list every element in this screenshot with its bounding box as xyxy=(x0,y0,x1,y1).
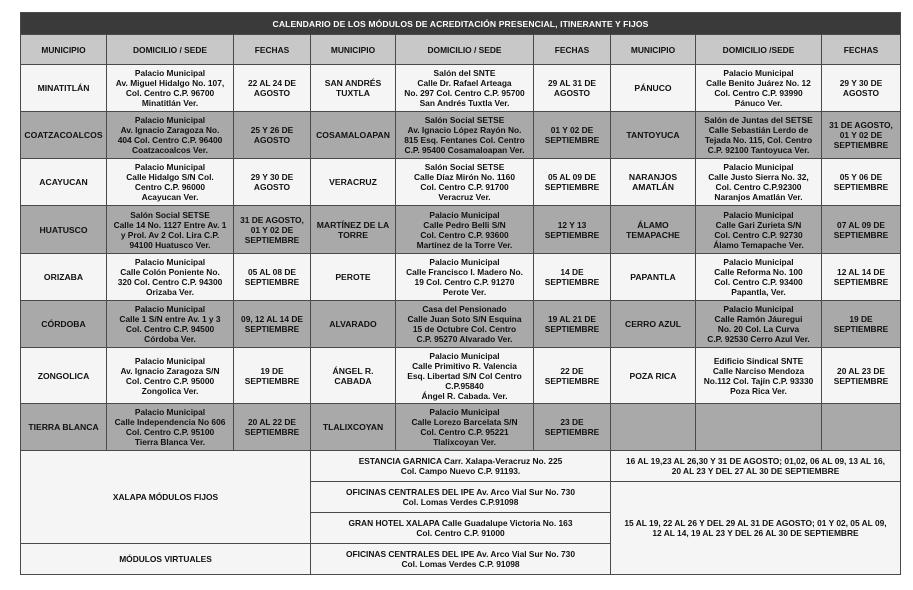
cell-line: Calle Independencia No 606 xyxy=(114,417,226,427)
fixed-sede-1: ESTANCIA GARNICA Carr. Xalapa-Veracruz No. 225 Col. Campo Nuevo C.P. 91193. xyxy=(311,451,611,482)
table-row xyxy=(21,254,901,301)
fechas-cell xyxy=(534,159,611,206)
cell-line: 19 Col. Centro C.P. 91270 xyxy=(414,277,515,287)
cell-line: Palacio Municipal xyxy=(723,304,794,314)
cell-line: AGOSTO xyxy=(842,88,880,98)
fixed-dates-1: 16 AL 19,23 AL 26,30 Y 31 DE AGOSTO; 01,02, 06 AL 09, 13 AL 16, 20 AL 23 Y DEL 27 AL 30 DE SEPTIEMBRE xyxy=(611,451,901,482)
cell-line: Calle Juan Soto S/N Esquina xyxy=(407,314,522,324)
domicilio-cell xyxy=(696,65,822,112)
cell-line: Col. Centro C.P. 95221 xyxy=(420,427,509,437)
cell-line: COATZACOALCOS xyxy=(24,130,103,140)
municipio-cell xyxy=(611,112,696,159)
header-fechas: FECHAS xyxy=(534,35,611,65)
fixed-dates-2: 15 AL 19, 22 AL 26 Y DEL 29 AL 31 DE AGOSTO; 01 Y 02, 05 AL 09, 12 AL 14, 19 AL 23 Y DEL 26 AL 30 DE SEPTIEMBRE xyxy=(611,482,901,575)
cell-line: AMATLÁN xyxy=(632,182,674,192)
cell-line: Calle Dr. Rafael Arteaga xyxy=(417,78,512,88)
domicilio-cell xyxy=(107,348,234,404)
cell-line: 22 AL 24 DE xyxy=(248,78,296,88)
cell-line: Calle Díaz Mirón No. 1160 xyxy=(414,172,515,182)
table-row xyxy=(21,206,901,254)
fechas-cell xyxy=(234,159,311,206)
cell-line: C.P. 95400 Cosamaloapan Ver. xyxy=(404,145,525,155)
cell-line: Poza Rica Ver. xyxy=(730,385,787,396)
cell-line: SEPTIEMBRE xyxy=(544,277,600,287)
domicilio-cell xyxy=(696,112,822,159)
cell-line: TIERRA BLANCA xyxy=(28,422,99,432)
cell-line: Esq. Libertad S/N Col Centro xyxy=(407,370,522,381)
municipio-cell xyxy=(311,254,396,301)
table-row xyxy=(21,159,901,206)
cell-line: Col. Centro C.P. 93600 xyxy=(420,229,509,240)
cell-line: 25 Y 26 DE xyxy=(250,125,294,135)
cell-line: 29 Y 30 DE xyxy=(839,78,883,88)
cell-line: y Prol. Av 2 Col. Lira C.P. xyxy=(120,229,220,240)
fechas-cell xyxy=(234,65,311,112)
municipio-cell xyxy=(611,348,696,404)
municipio-cell xyxy=(21,206,107,254)
cell-line: Salón de Juntas del SETSE xyxy=(704,115,813,125)
cell-line: Col. Centro C.P. 95000 xyxy=(125,375,215,386)
cell-line: Av. Miguel Hidalgo No. 107, xyxy=(115,78,225,88)
cell-line: AGOSTO xyxy=(253,135,291,145)
cell-line: Col. Centro C.P. 92730 xyxy=(714,229,803,240)
cell-line: C.P. 92530 Cerro Azul Ver. xyxy=(707,334,810,344)
cell-line: Palacio Municipal xyxy=(723,209,794,220)
cell-line: AGOSTO xyxy=(253,88,291,98)
table-row xyxy=(21,348,901,404)
fechas-cell xyxy=(822,206,901,254)
fechas-cell xyxy=(534,112,611,159)
cell-line: Calle 1 S/N entre Av. 1 y 3 xyxy=(119,314,221,324)
header-domicilio: DOMICILIO / SEDE xyxy=(107,35,234,65)
fechas-cell xyxy=(822,112,901,159)
cell-line: Palacio Municipal xyxy=(134,304,206,314)
table-row xyxy=(21,65,901,112)
cell-line: Salón del SNTE xyxy=(433,68,496,78)
cell-line: No. 297 Col. Centro C.P. 95700 xyxy=(404,88,525,98)
cell-line: 29 AL 31 DE xyxy=(548,78,596,88)
cell-line: Acayucan Ver. xyxy=(141,192,199,202)
cell-line: Palacio Municipal xyxy=(134,257,206,267)
municipio-cell xyxy=(311,404,396,451)
cell-line: SEPTIEMBRE xyxy=(544,135,600,145)
fechas-cell xyxy=(534,301,611,348)
header-domicilio: DOMICILIO / SEDE xyxy=(396,35,534,65)
municipio-cell xyxy=(311,112,396,159)
fixed-sede-3: GRAN HOTEL XALAPA Calle Guadalupe Victoria No. 163 Col. Centro C.P. 91000 xyxy=(311,513,611,544)
domicilio-cell xyxy=(396,348,534,404)
cell-line: SEPTIEMBRE xyxy=(544,182,600,192)
cell-line: TLALIXCOYAN xyxy=(322,422,384,432)
cell-line: 20 AL 23 DE xyxy=(837,365,885,376)
domicilio-cell xyxy=(107,112,234,159)
cell-line: Palacio Municipal xyxy=(134,162,206,172)
cell-line: CERRO AZUL xyxy=(624,319,681,329)
cell-line: Calle Reforma No. 100 xyxy=(714,267,803,277)
cell-line: San Andrés Tuxtla Ver. xyxy=(419,98,510,108)
cell-line: COSAMALOAPAN xyxy=(316,130,390,140)
cell-line: VERACRUZ xyxy=(329,177,377,187)
municipio-cell xyxy=(611,159,696,206)
cell-line: 01 Y 02 DE xyxy=(550,125,594,135)
fixed-modules-label: XALAPA MÓDULOS FIJOS xyxy=(21,451,311,544)
cell-line: Palacio Municipal xyxy=(429,209,500,220)
cell-line: ORIZABA xyxy=(43,272,84,282)
cell-line: 31 DE AGOSTO, xyxy=(240,214,304,225)
cell-line: SEPTIEMBRE xyxy=(544,229,600,240)
cell-line: Palacio Municipal xyxy=(134,355,206,366)
cell-line: Calle Primitivo R. Valencia xyxy=(412,360,517,371)
cell-line: 12 Y 13 xyxy=(557,219,587,230)
cell-line: AGOSTO xyxy=(553,88,591,98)
cell-line: ÁNGEL R. xyxy=(332,365,374,376)
cell-line: SEPTIEMBRE xyxy=(244,427,300,437)
cell-line: Col. Centro C.P. 93400 xyxy=(714,277,803,287)
cell-line: 01 Y 02 DE xyxy=(839,130,883,140)
cell-line: Calle Justo Sierra No. 32, xyxy=(708,172,809,182)
fechas-cell xyxy=(822,301,901,348)
cell-line: Calle Lorezo Barcelata S/N xyxy=(411,417,518,427)
municipio-cell xyxy=(311,301,396,348)
header-domicilio: DOMICILIO /SEDE xyxy=(696,35,822,65)
cell-line: SAN ANDRÉS xyxy=(324,78,382,88)
fechas-cell xyxy=(822,159,901,206)
cell-line: TEMAPACHE xyxy=(626,229,680,240)
cell-line: Álamo Temapache Ver. xyxy=(713,239,804,250)
cell-line: Minatitlán Ver. xyxy=(141,98,199,108)
header-municipio: MUNICIPIO xyxy=(611,35,696,65)
cell-line: Palacio Municipal xyxy=(429,257,500,267)
cell-line: SEPTIEMBRE xyxy=(244,375,300,386)
cell-line: SEPTIEMBRE xyxy=(833,182,889,192)
municipio-cell xyxy=(21,404,107,451)
cell-line: SEPTIEMBRE xyxy=(833,324,889,334)
fixed-modules xyxy=(21,451,901,575)
cell-line: HUATUSCO xyxy=(39,224,88,235)
cell-line: Perote Ver. xyxy=(442,287,487,297)
cell-line: TANTOYUCA xyxy=(626,130,680,140)
cell-line: Calle Pedro Belli S/N xyxy=(423,219,506,230)
cell-line: SEPTIEMBRE xyxy=(833,140,889,150)
cell-line: C.P.95840 xyxy=(445,380,484,391)
cell-line: 94100 Huatusco Ver. xyxy=(129,239,211,250)
municipio-cell xyxy=(21,254,107,301)
domicilio-cell xyxy=(396,159,534,206)
municipio-cell xyxy=(21,112,107,159)
cell-line: Col. Centro C.P. 94500 xyxy=(125,324,215,334)
table-row xyxy=(21,112,901,159)
municipio-cell xyxy=(611,254,696,301)
header-fechas: FECHAS xyxy=(822,35,901,65)
cell-line: MINATITLÁN xyxy=(37,83,90,93)
cell-line: Palacio Municipal xyxy=(429,350,500,361)
domicilio-cell xyxy=(107,404,234,451)
cell-line: Col. Centro C.P. 91700 xyxy=(420,182,509,192)
header-municipio: MUNICIPIO xyxy=(311,35,396,65)
cell-line: Calle Ramón Jáuregui xyxy=(714,314,803,324)
cell-line: Salón Social SETSE xyxy=(424,115,505,125)
cell-line: 19 DE xyxy=(260,365,284,376)
cell-line: Palacio Municipal xyxy=(134,115,206,125)
cell-line: POZA RICA xyxy=(629,370,677,381)
fechas-cell xyxy=(234,206,311,254)
municipio-cell xyxy=(611,301,696,348)
cell-line: SEPTIEMBRE xyxy=(244,277,300,287)
municipio-cell xyxy=(611,65,696,112)
cell-line: Palacio Municipal xyxy=(723,162,794,172)
cell-line: Tlalixcoyan Ver. xyxy=(433,437,496,447)
municipio-cell xyxy=(311,65,396,112)
cell-line: Casa del Pensionado xyxy=(422,304,507,314)
cell-line: 404 Col. Centro C.P. 96400 xyxy=(117,135,223,145)
cell-line: Calle Francisco I. Madero No. xyxy=(406,267,523,277)
cell-line: 05 Y 06 DE xyxy=(839,172,883,182)
cell-line: Palacio Municipal xyxy=(134,68,206,78)
cell-line: Veracruz Ver. xyxy=(438,192,491,202)
cell-line: 14 DE xyxy=(560,267,584,277)
fechas-cell xyxy=(822,65,901,112)
cell-line: Ángel R. Cabada. Ver. xyxy=(421,390,508,401)
cell-line: Av. Ignacio Zaragoza No. xyxy=(120,125,220,135)
cell-line: Salón Social SETSE xyxy=(424,162,505,172)
fechas-cell xyxy=(822,404,901,451)
cell-line: SEPTIEMBRE xyxy=(833,229,889,240)
cell-line: ACAYUCAN xyxy=(39,177,88,187)
cell-line: 19 AL 21 DE xyxy=(548,314,596,324)
cell-line: NARANJOS xyxy=(628,172,678,182)
municipio-cell xyxy=(21,159,107,206)
cell-line: SEPTIEMBRE xyxy=(244,234,300,245)
fechas-cell xyxy=(234,254,311,301)
cell-line: 20 AL 22 DE xyxy=(248,417,296,427)
cell-line: Av. Ignacio López Rayón No. xyxy=(407,125,522,135)
cell-line: SEPTIEMBRE xyxy=(833,375,889,386)
domicilio-cell xyxy=(396,301,534,348)
calendar-document xyxy=(20,12,900,575)
cell-line: Calle Gari Zurieta S/N xyxy=(715,219,802,230)
cell-line: Naranjos Amatlán Ver. xyxy=(714,192,803,202)
cell-line: 29 Y 30 DE xyxy=(250,172,294,182)
cell-line: SEPTIEMBRE xyxy=(544,324,600,334)
fechas-cell xyxy=(534,206,611,254)
fechas-cell xyxy=(534,348,611,404)
cell-line: SEPTIEMBRE xyxy=(833,277,889,287)
municipio-cell xyxy=(21,301,107,348)
domicilio-cell xyxy=(696,404,822,451)
domicilio-cell xyxy=(396,404,534,451)
domicilio-cell xyxy=(107,159,234,206)
domicilio-cell xyxy=(107,301,234,348)
cell-line: 07 AL 09 DE xyxy=(837,219,885,230)
cell-line: Calle Sebastián Lerdo de xyxy=(708,125,809,135)
domicilio-cell xyxy=(696,159,822,206)
cell-line: AGOSTO xyxy=(253,182,291,192)
cell-line: Zongolica Ver. xyxy=(141,385,199,396)
domicilio-cell xyxy=(107,65,234,112)
table-row xyxy=(21,301,901,348)
cell-line: Centro C.P. 96000 xyxy=(134,182,206,192)
cell-line: 09, 12 AL 14 DE xyxy=(241,314,303,324)
cell-line: 22 DE xyxy=(560,365,584,376)
fechas-cell xyxy=(534,404,611,451)
cell-line: TUXTLA xyxy=(336,88,370,98)
cell-line: TORRE xyxy=(338,229,368,240)
municipio-cell xyxy=(311,348,396,404)
fechas-cell xyxy=(534,254,611,301)
municipio-cell xyxy=(21,65,107,112)
header-municipio: MUNICIPIO xyxy=(21,35,107,65)
cell-line: Calle Benito Juárez No. 12 xyxy=(706,78,811,88)
fechas-cell xyxy=(234,404,311,451)
municipio-cell xyxy=(311,206,396,254)
cell-line: 815 Esq. Fentanes Col. Centro xyxy=(404,135,525,145)
cell-line: Martínez de la Torre Ver. xyxy=(416,239,513,250)
cell-line: ALVARADO xyxy=(329,319,377,329)
cell-line: Tierra Blanca Ver. xyxy=(134,437,206,447)
domicilio-cell xyxy=(396,254,534,301)
cell-line: ZONGOLICA xyxy=(37,370,90,381)
fechas-cell xyxy=(234,348,311,404)
cell-line: SEPTIEMBRE xyxy=(544,427,600,437)
municipio-cell xyxy=(311,159,396,206)
municipio-cell xyxy=(611,206,696,254)
domicilio-cell xyxy=(107,206,234,254)
cell-line: Papantla, Ver. xyxy=(731,287,786,297)
cell-line: MARTÍNEZ DE LA xyxy=(316,219,390,230)
cell-line: No. 20 Col. La Curva xyxy=(717,324,800,334)
cell-line: Palacio Municipal xyxy=(134,407,206,417)
cell-line: 12 AL 14 DE xyxy=(837,267,885,277)
cell-line: C.P. 95270 Alvarado Ver. xyxy=(416,334,513,344)
cell-line: PÁNUCO xyxy=(634,83,672,93)
cell-line: Coatzacoalcos Ver. xyxy=(132,145,208,155)
domicilio-cell xyxy=(396,206,534,254)
cell-line: Col. Centro C.P. 96700 xyxy=(125,88,215,98)
cell-line: 23 DE xyxy=(560,417,584,427)
fechas-cell xyxy=(234,112,311,159)
municipio-cell xyxy=(611,404,696,451)
cell-line: Orizaba Ver. xyxy=(146,287,194,297)
cell-line: CÓRDOBA xyxy=(41,319,86,329)
cell-line: Col. Centro C.P. 95100 xyxy=(125,427,215,437)
domicilio-cell xyxy=(107,254,234,301)
cell-line: 01 Y 02 DE xyxy=(250,224,294,235)
cell-line: Córdoba Ver. xyxy=(144,334,196,344)
domicilio-cell xyxy=(396,65,534,112)
cell-line: Calle 14 No. 1127 Entre Av. 1 xyxy=(113,219,227,230)
cell-line: SEPTIEMBRE xyxy=(244,324,300,334)
table-title: CALENDARIO DE LOS MÓDULOS DE ACREDITACIÓN PRESENCIAL, ITINERANTE Y FIJOS xyxy=(21,13,901,35)
cell-line: 31 DE AGOSTO, xyxy=(829,120,893,130)
cell-line: CABADA xyxy=(334,375,372,386)
domicilio-cell xyxy=(696,254,822,301)
table-row xyxy=(21,404,901,451)
cell-line: Col. Centro C.P.92300 xyxy=(715,182,802,192)
domicilio-cell xyxy=(696,348,822,404)
cell-line: Salón Social SETSE xyxy=(130,209,210,220)
fechas-cell xyxy=(822,254,901,301)
fechas-cell xyxy=(534,65,611,112)
cell-line: 05 AL 09 DE xyxy=(548,172,596,182)
virtual-modules-label: MÓDULOS VIRTUALES xyxy=(21,544,311,575)
cell-line: Col. Centro C.P. 93990 xyxy=(714,88,803,98)
cell-line: PEROTE xyxy=(335,272,371,282)
fechas-cell xyxy=(234,301,311,348)
cell-line: Calle Hidalgo S/N Col. xyxy=(126,172,214,182)
domicilio-cell xyxy=(696,301,822,348)
cell-line: No.112 Col. Tajín C.P. 93330 xyxy=(703,375,814,386)
cell-line: Tejada No. 115, Col. Centro xyxy=(704,135,813,145)
calendar-table xyxy=(20,12,901,575)
cell-line: Palacio Municipal xyxy=(429,407,500,417)
cell-line: Calle Colón Poniente No. xyxy=(120,267,220,277)
cell-line: SEPTIEMBRE xyxy=(544,375,600,386)
municipio-cell xyxy=(21,348,107,404)
cell-line: PAPANTLA xyxy=(630,272,676,282)
cell-line: 320 Col. Centro C.P. 94300 xyxy=(117,277,223,287)
fixed-sede-2: OFICINAS CENTRALES DEL IPE Av. Arco Vial Sur No. 730 Col. Lomas Verdes C.P.91098 xyxy=(311,482,611,513)
cell-line: 05 AL 08 DE xyxy=(248,267,296,277)
cell-line: Palacio Municipal xyxy=(723,68,794,78)
domicilio-cell xyxy=(396,112,534,159)
virtual-sede: OFICINAS CENTRALES DEL IPE Av. Arco Vial Sur No. 730 Col. Lomas Verdes C.P. 91098 xyxy=(311,544,611,575)
domicilio-cell xyxy=(696,206,822,254)
header-fechas: FECHAS xyxy=(234,35,311,65)
cell-line: Av. Ignacio Zaragoza S/N xyxy=(120,365,220,376)
cell-line: Palacio Municipal xyxy=(723,257,794,267)
cell-line: Calle Narciso Mendoza xyxy=(712,365,805,376)
schedule-body xyxy=(21,65,901,451)
cell-line: C.P. 92100 Tantoyuca Ver. xyxy=(707,145,810,155)
cell-line: Pánuco Ver. xyxy=(734,98,783,108)
fechas-cell xyxy=(822,348,901,404)
cell-line: 19 DE xyxy=(849,314,873,324)
cell-line: Edificio Sindical SNTE xyxy=(713,355,804,366)
cell-line: 15 de Octubre Col. Centro xyxy=(412,324,517,334)
cell-line: ÁLAMO xyxy=(637,219,669,230)
